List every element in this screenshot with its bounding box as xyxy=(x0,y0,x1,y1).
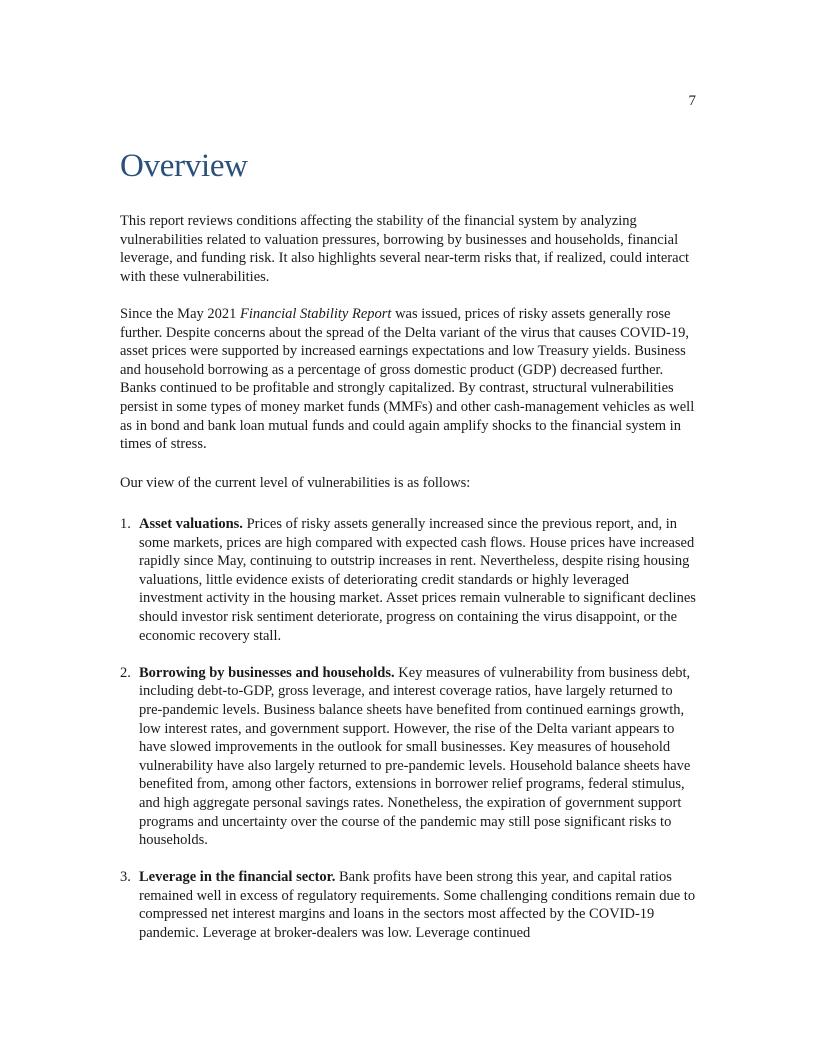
list-item-text: Key measures of vulnerability from business debt, including debt-to-GDP, gross leverage, and interest coverage ratios, have largely returned to pre-pandemic levels. Business balance sheets have benefited from continued earnings growth, low interest rates, and government support. However, the rise of the Delta variant appears to have slowed improvements in the outlook for small businesses. Key measures of household vulnerability have also largely returned to pre-pandemic levels. Household balance sheets have benefited from, among other factors, extensions in borrower relief programs, federal stimulus, and high aggregate personal savings rates. Nonetheless, the expiration of government support programs and uncertainty over the course of the pandemic may still pose significant risks to households. xyxy=(139,664,691,849)
list-item-heading: Asset valuations. xyxy=(139,516,243,532)
vulnerabilities-list xyxy=(120,515,696,961)
list-item-number: 1. xyxy=(120,516,131,532)
page-number: 7 xyxy=(688,93,696,109)
list-item-heading: Borrowing by businesses and households. xyxy=(139,664,395,681)
summary-paragraph xyxy=(120,305,696,454)
list-item-text: Prices of risky assets generally increased since the previous report, and, in some markets, prices are high compared with expected cash flows. House prices have increased rapidly since May, continuing to outstrip increases in rent. Nevertheless, despite rising housing valuations, little evidence exists of deteriorating credit standards or highly leveraged investment activity in the housing market. Asset prices remain vulnerable to significant declines should investor risk sentiment deteriorate, progress on containing the virus disappoint, or the economic recovery stall. xyxy=(139,516,696,644)
page-title: Overview xyxy=(120,148,248,184)
list-item xyxy=(120,664,696,850)
summary-text-post: was issued, prices of risky assets generally rose further. Despite concerns about the spread of the Delta variant of the virus that causes COVID-19, asset prices were supported by increased earnings expectations and low Treasury yields. Business and household borrowing as a percentage of gross domestic product (GDP) decreased further. Banks continued to be profitable and strongly capitalized. By contrast, structural vulnerabilities persist in some types of money market funds (MMFs) and other cash-management vehicles as well as in bond and bank loan mutual funds and could again amplify shocks to the financial system in times of stress. xyxy=(120,306,695,453)
list-item-number: 3. xyxy=(120,869,131,886)
view-intro-paragraph: Our view of the current level of vulnerabilities is as follows: xyxy=(120,475,471,491)
report-title-italic: Financial Stability Report xyxy=(240,306,392,322)
intro-paragraph: This report reviews conditions affecting the stability of the financial system by analyzing vulnerabilities related to valuation pressures, borrowing by businesses and households, financial leverage, and funding risk. It also highlights several near-term risks that, if realized, could interact with these vulnerabilities. xyxy=(120,213,690,285)
summary-text-pre: Since the May 2021 xyxy=(120,306,241,322)
list-item-text: Bank profits have been strong this year, and capital ratios remained well in excess of regulatory requirements. Some challenging conditions remain due to compressed net interest margins and loans in the sectors most affected by the COVID-19 pandemic. Leverage at broker-dealers was low. Leverage continued xyxy=(139,869,696,942)
list-item-number: 2. xyxy=(120,664,131,681)
list-item-heading: Leverage in the financial sector. xyxy=(139,869,336,886)
list-item xyxy=(120,515,696,645)
list-item xyxy=(120,868,696,942)
